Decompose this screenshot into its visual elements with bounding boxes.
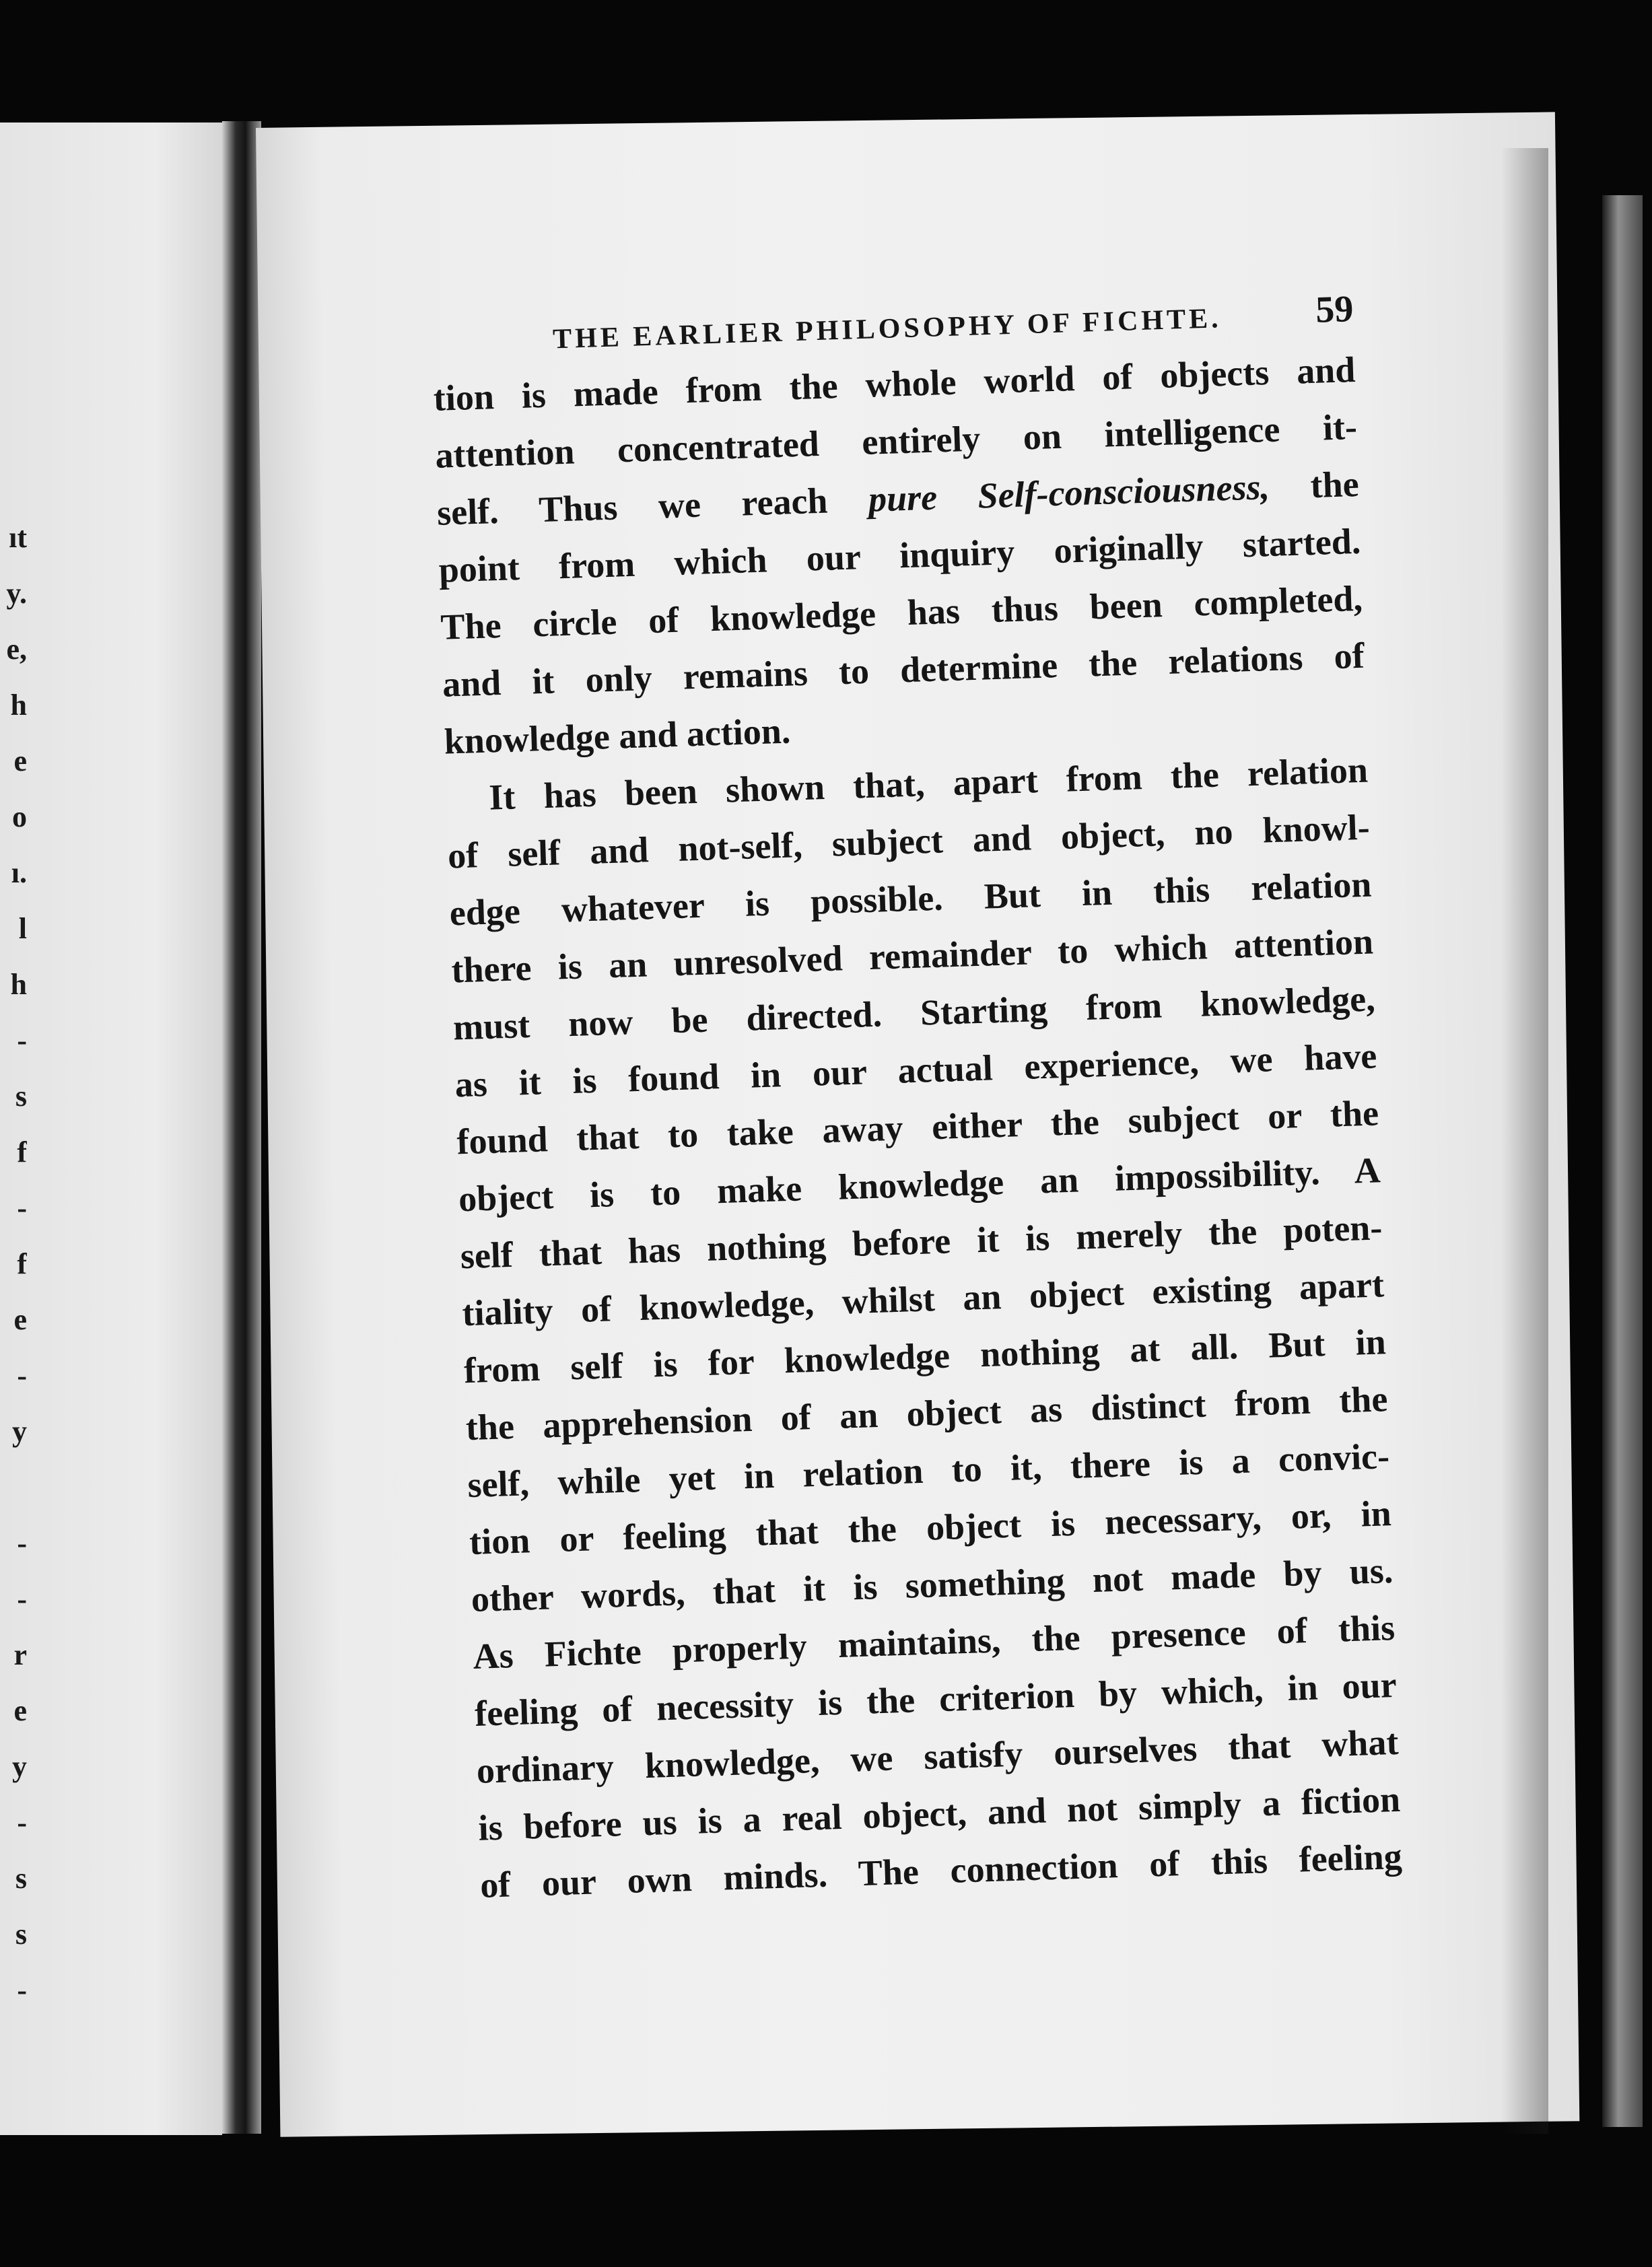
text-line: from self is for knowledge nothing at all. But in bbox=[463, 1321, 1387, 1391]
previous-page-edge bbox=[0, 123, 222, 2135]
paragraph-start: It has been shown that, apart from the relation bbox=[488, 749, 1369, 818]
previous-page-line-ending: f bbox=[17, 1136, 27, 1169]
page-content bbox=[431, 287, 1403, 1914]
previous-page-line-ending: l bbox=[18, 912, 27, 945]
text-line: self, while yet in relation to it, there is a convic- bbox=[467, 1436, 1390, 1506]
previous-page-line-ending: s bbox=[15, 1918, 27, 1951]
running-title: THE EARLIER PHILOSOPHY OF FICHTE. bbox=[552, 303, 1223, 355]
text-line: as it is found in our actual experience, we have bbox=[454, 1035, 1378, 1105]
page-shadow bbox=[1501, 148, 1548, 2134]
text-line: self that has nothing before it is merely the poten- bbox=[459, 1207, 1383, 1277]
previous-page-line-ending: ı. bbox=[11, 856, 27, 889]
previous-page-line-endings bbox=[0, 510, 27, 2018]
text-line: knowledge and action. bbox=[443, 710, 792, 762]
text-line: feeling of necessity is the criterion by which, in our bbox=[474, 1664, 1398, 1734]
previous-page-line-ending bbox=[0, 1459, 27, 1515]
previous-page-line-ending: r bbox=[13, 1638, 27, 1671]
text-line: tiality of knowledge, whilst an object existing apart bbox=[461, 1264, 1385, 1334]
text-line-start: self. Thus we reach bbox=[436, 479, 869, 533]
text-line: is before us is a real object, and not simply a fiction bbox=[477, 1778, 1401, 1848]
text-line: object is to make knowledge an impossibility. A bbox=[458, 1150, 1381, 1220]
text-line: there is an unresolved remainder to which attention bbox=[450, 921, 1374, 991]
previous-page-line-ending: e bbox=[13, 1694, 27, 1727]
previous-page-line-ending: - bbox=[17, 1024, 27, 1057]
previous-page-line-ending: y bbox=[12, 1415, 27, 1448]
previous-page-line-ending: s bbox=[15, 1862, 27, 1895]
previous-page-line-ending: y bbox=[12, 1750, 27, 1783]
italic-emphasis: pure Self-consciousness, bbox=[868, 466, 1270, 520]
text-line: tion is made from the whole world of objects and bbox=[432, 349, 1356, 419]
previous-page-line-ending: y. bbox=[6, 577, 27, 610]
previous-page-line-ending: - bbox=[17, 1806, 27, 1839]
page-number: 59 bbox=[1315, 287, 1354, 331]
text-line: and it only remains to determine the relations of bbox=[442, 635, 1365, 705]
previous-page-line-ending: e bbox=[13, 744, 27, 777]
text-line: edge whatever is possible. But in this relation bbox=[448, 864, 1373, 934]
previous-page-line-ending: e, bbox=[6, 633, 27, 666]
previous-page-line-ending: - bbox=[17, 1974, 27, 2007]
previous-page-line-ending: f bbox=[17, 1247, 27, 1280]
text-line: tion or feeling that the object is necessary, or, in bbox=[469, 1493, 1392, 1563]
previous-page-line-ending: ıt bbox=[9, 521, 27, 554]
previous-page-line-ending: e bbox=[13, 1303, 27, 1336]
text-line: of our own minds. The connection of this feeling bbox=[479, 1836, 1403, 1906]
previous-page-line-ending: - bbox=[17, 1359, 27, 1392]
text-line: other words, that it is something not made by us. bbox=[470, 1550, 1394, 1620]
previous-page-line-ending: - bbox=[17, 1582, 27, 1615]
text-line-end: the bbox=[1268, 463, 1360, 507]
previous-page-line-ending: - bbox=[17, 1191, 27, 1224]
text-line: ordinary knowledge, we satisfy ourselves that what bbox=[475, 1721, 1400, 1791]
book-edge bbox=[1602, 195, 1643, 2127]
text-line: point from which our inquiry originally started. bbox=[438, 520, 1362, 590]
previous-page-line-ending: s bbox=[15, 1080, 27, 1113]
text-line: found that to take away either the subject or the bbox=[456, 1092, 1379, 1162]
previous-page-line-ending: o bbox=[12, 800, 27, 833]
previous-page-line-ending: h bbox=[10, 689, 27, 722]
text-line: As Fichte properly maintains, the presence of this bbox=[472, 1607, 1396, 1677]
text-line: attention concentrated entirely on intelligence it- bbox=[434, 406, 1358, 476]
text-line: The circle of knowledge has thus been completed, bbox=[440, 578, 1363, 648]
text-line: must now be directed. Starting from knowledge, bbox=[452, 978, 1376, 1048]
book-gutter bbox=[222, 121, 261, 2134]
previous-page-line-ending: h bbox=[10, 968, 27, 1001]
text-line: of self and not-self, subject and object, no knowl- bbox=[447, 806, 1371, 876]
text-line: the apprehension of an object as distinct from the bbox=[464, 1379, 1389, 1449]
body-text bbox=[433, 341, 1403, 1914]
previous-page-line-ending: - bbox=[17, 1527, 27, 1560]
